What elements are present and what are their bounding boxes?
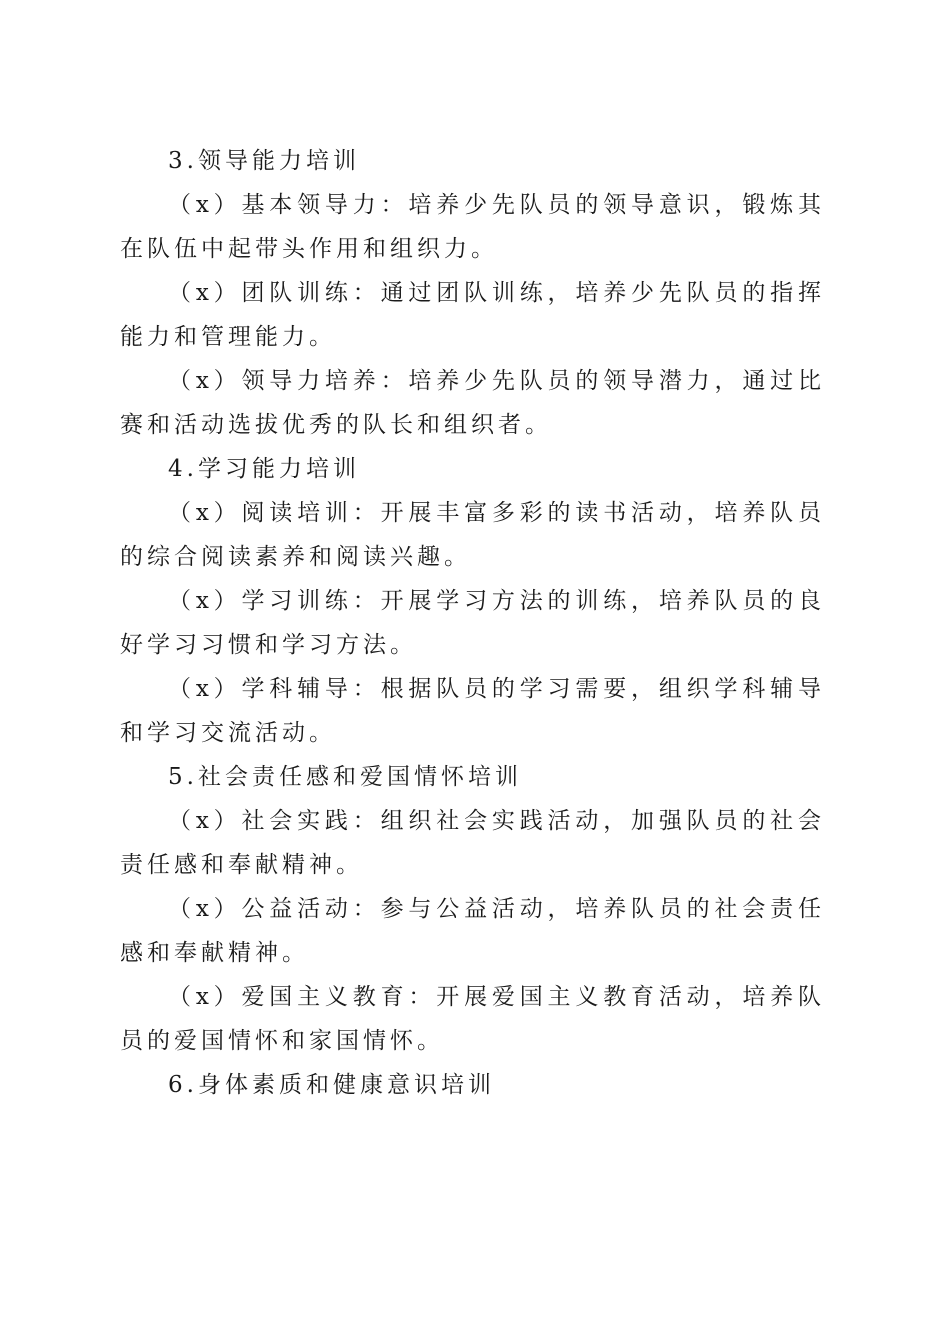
paragraph: （x）团队训练：通过团队训练，培养少先队员的指挥能力和管理能力。 [120,280,825,350]
paragraph: （x）阅读培训：开展丰富多彩的读书活动，培养队员的综合阅读素养和阅读兴趣。 [120,500,825,570]
document-body [120,139,825,1107]
paragraph: （x）公益活动：参与公益活动，培养队员的社会责任感和奉献精神。 [120,896,825,966]
paragraph: （x）爱国主义教育：开展爱国主义教育活动，培养队员的爱国情怀和家国情怀。 [120,984,825,1054]
section-heading: 5.社会责任感和爱国情怀培训 [168,764,522,790]
section-heading: 3.领导能力培训 [168,148,360,174]
paragraph: （x）基本领导力：培养少先队员的领导意识，锻炼其在队伍中起带头作用和组织力。 [120,192,825,262]
paragraph: （x）学习训练：开展学习方法的训练，培养队员的良好学习习惯和学习方法。 [120,588,825,658]
section-heading: 4.学习能力培训 [168,456,360,482]
paragraph: （x）领导力培养：培养少先队员的领导潜力，通过比赛和活动选拔优秀的队长和组织者。 [120,368,825,438]
section-heading: 6.身体素质和健康意识培训 [168,1072,495,1098]
paragraph: （x）社会实践：组织社会实践活动，加强队员的社会责任感和奉献精神。 [120,808,825,878]
paragraph: （x）学科辅导：根据队员的学习需要，组织学科辅导和学习交流活动。 [120,676,825,746]
